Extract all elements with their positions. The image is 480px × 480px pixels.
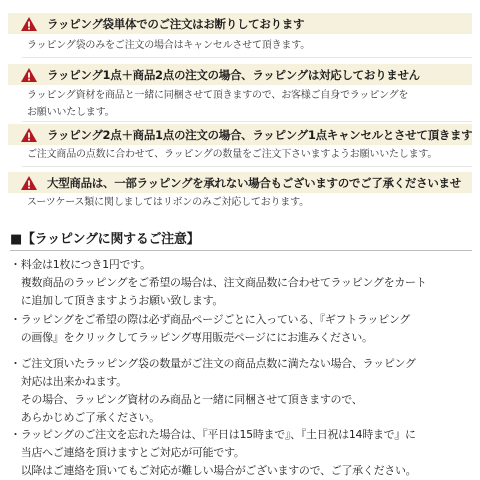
warning-icon (20, 16, 38, 32)
description-line: スーツケース類に関しましてはリボンのみご対応しております。 (27, 197, 309, 208)
warning-title: ラッピング1点＋商品2点の注文の場合、ラッピングは対応しておりません (47, 67, 420, 82)
note-line: ・ラッピングをご希望の際は必ず商品ページごとに入っている、『ギフトラッピング (10, 313, 410, 326)
note-line: 複数商品のラッピングをご希望の場合は、注文商品数に合わせてラッピングをカート (10, 276, 427, 289)
warning-description-1 (27, 37, 473, 54)
note-line: あらかじめご了承ください。 (10, 411, 160, 424)
note-line: ・ラッピングのご注文を忘れた場合は、『平日は15時まで』、『土日祝は14時まで』に (10, 428, 416, 441)
warning-banner-1 (8, 13, 472, 34)
warning-banner-2 (8, 64, 472, 85)
note-line: 対応は出来かねます。 (10, 375, 127, 388)
note-item-2 (10, 311, 472, 347)
warning-icon (20, 175, 38, 191)
warning-title: ラッピング袋単体でのご注文はお断りしております (47, 16, 305, 31)
note-item-3 (10, 355, 472, 427)
note-line: に追加して頂きますようお願い致します。 (10, 294, 224, 307)
note-line: 以降はご連絡を頂いてもご対応が難しい場合がございますので、ご了承ください。 (10, 464, 417, 477)
warning-banner-4 (8, 172, 472, 193)
warning-description-4 (27, 194, 473, 211)
description-line: ラッピング資材を商品と一緒に同梱させて頂きますので、お客様ご自身でラッピングを (27, 90, 409, 101)
note-line: 当店へご連絡を頂けますとご対応が可能です。 (10, 446, 245, 459)
warning-icon (20, 67, 38, 83)
warning-title: 大型商品は、一部ラッピングを承れない場合もございますのでご了承くださいませ (47, 175, 461, 190)
description-line: ラッピング袋のみをご注文の場合はキャンセルさせて頂きます。 (27, 40, 310, 51)
note-line: の画像』をクリックしてラッピング専用販売ページににお進みください。 (10, 331, 373, 344)
heading-rule (10, 250, 472, 251)
warning-title: ラッピング2点＋商品1点の注文の場合、ラッピング1点キャンセルとさせて頂きます (47, 127, 473, 142)
warning-banner-3 (8, 124, 472, 145)
warning-icon (20, 127, 38, 143)
section-heading: ■【ラッピングに関するご注意】 (10, 232, 200, 247)
note-line: ・料金は1枚につき1円です。 (10, 258, 151, 271)
divider (22, 57, 472, 58)
note-line: その場合、ラッピング資材のみ商品と一緒に同梱させて頂きますので、 (10, 393, 363, 406)
note-item-1 (10, 256, 472, 310)
description-line: お願いいたします。 (27, 107, 115, 118)
divider (22, 121, 472, 122)
warning-description-2 (27, 87, 473, 121)
divider (22, 166, 472, 167)
description-line: ご注文商品の点数に合わせて、ラッピングの数量をご注文下さいますようお願いいたします。 (27, 149, 438, 160)
note-line: ・ご注文頂いたラッピング袋の数量がご注文の商品点数に満たない場合、ラッピング (10, 357, 416, 370)
warning-description-3 (27, 146, 473, 163)
note-item-4 (10, 426, 472, 480)
